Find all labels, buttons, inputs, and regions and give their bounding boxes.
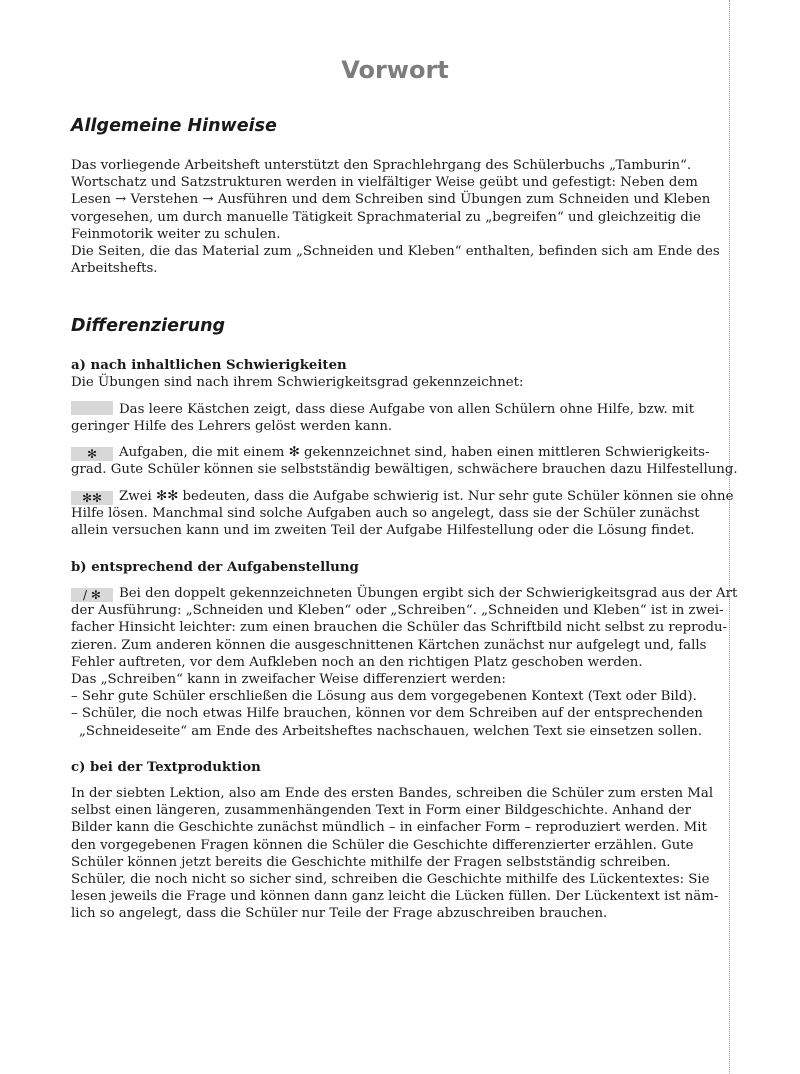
text-line: Arbeitshefts. <box>71 261 158 277</box>
text-line: lich so angelegt, dass die Schüler nur Teile der Frage abzuschreiben brauchen. <box>71 906 608 922</box>
text-line: Zwei ✻✻ bedeuten, dass die Aufgabe schwierig ist. Nur sehr gute Schüler können sie ohne <box>119 489 734 504</box>
text-line: Die Übungen sind nach ihrem Schwierigkeitsgrad gekennzeichnet: <box>71 375 524 391</box>
text-line: Schüler können jetzt bereits die Geschichte mithilfe der Fragen selbstständig schreiben. <box>71 854 671 870</box>
text-line: Hilfe lösen. Manchmal sind solche Aufgaben auch so angelegt, dass sie der Schüler zunächst <box>71 506 700 522</box>
text-line: selbst einen längeren, zusammenhängenden Text in Form einer Bildgeschichte. Anhand der <box>71 803 691 819</box>
text-line: Aufgaben, die mit einem ✻ gekennzeichnet sind, haben einen mittleren Schwierigkeits- <box>119 445 710 460</box>
text-line: – Sehr gute Schüler erschließen die Lösung aus dem vorgegebenen Kontext (Text oder Bild). <box>71 689 697 705</box>
text-line: – Schüler, die noch etwas Hilfe brauchen, können vor dem Schreiben auf der entsprechenden <box>71 706 703 722</box>
text-line: Bei den doppelt gekennzeichneten Übungen ergibt sich der Schwierigkeitsgrad aus der Art <box>119 586 738 601</box>
text-line: „Schneideseite“ am Ende des Arbeitsheftes nachschauen, welchen Text sie einsetzen sollen. <box>79 723 702 739</box>
text-line: der Ausführung: „Schneiden und Kleben“ oder „Schreiben“. „Schneiden und Kleben“ ist in zwei- <box>71 603 724 619</box>
text-line: facher Hinsicht leichter: zum einen brauchen die Schüler das Schriftbild nicht selbst zu reprodu- <box>71 620 728 636</box>
double-star-box-icon: ✻✻ <box>71 491 113 505</box>
text-line: Schüler, die noch nicht so sicher sind, schreiben die Geschichte mithilfe des Lückentextes: Sie <box>71 872 710 888</box>
difficulty-star-paragraph <box>71 444 738 478</box>
heading-differenzierung: Differenzierung <box>71 316 226 336</box>
text-line: allein versuchen kann und im zweiten Teil der Aufgabe Hilfestellung oder die Lösung findet. <box>71 523 695 539</box>
paragraph-c <box>71 785 719 923</box>
text-line: Bilder kann die Geschichte zunächst mündlich – in einfacher Form – reproduziert werden. Mit <box>71 820 707 836</box>
subheading-b: b) entsprechend der Aufgabenstellung <box>71 560 359 575</box>
difficulty-empty-paragraph <box>71 401 719 435</box>
paragraph-allgemeine-hinweise <box>71 157 719 277</box>
text-line: Fehler auftreten, vor dem Aufkleben noch an den richtigen Platz geschoben werden. <box>71 654 643 670</box>
text-line: Wortschatz und Satzstrukturen werden in vielfältiger Weise geübt und gefestigt: Neben dem <box>71 175 698 191</box>
section-b <box>71 559 719 576</box>
page-edge-dotted-line <box>729 0 730 1074</box>
text-line: Das „Schreiben“ kann in zweifacher Weise differenziert werden: <box>71 672 506 688</box>
text-line: grad. Gute Schüler können sie selbstständig bewältigen, schwächere brauchen dazu Hilfestellung. <box>71 462 738 478</box>
difficulty-double-star-paragraph <box>71 488 734 540</box>
subheading-a: a) nach inhaltlichen Schwierigkeiten <box>71 358 347 373</box>
text-line: Das vorliegende Arbeitsheft unterstützt den Sprachlehrgang des Schülerbuchs „Tamburin“. <box>71 158 692 173</box>
text-line: Feinmotorik weiter zu schulen. <box>71 226 281 242</box>
text-line: lesen jeweils die Frage und können dann ganz leicht die Lücken füllen. Der Lückentext ist näm- <box>71 889 719 905</box>
text-line: den vorgegebenen Fragen können die Schüler die Geschichte differenzierter erzählen. Gute <box>71 837 694 853</box>
text-line: zieren. Zum anderen können die ausgeschnittenen Kärtchen zunächst nur aufgelegt und, falls <box>71 637 707 653</box>
subheading-c: c) bei der Textproduktion <box>71 760 261 775</box>
text-line: vorgesehen, um durch manuelle Tätigkeit Sprachmaterial zu „begreifen“ und gleichzeitig die <box>71 209 701 225</box>
text-line: Die Seiten, die das Material zum „Schneiden und Kleben“ enthalten, befinden sich am Ende des <box>71 244 720 260</box>
text-line: In der siebten Lektion, also am Ende des ersten Bandes, schreiben die Schüler zum ersten Mal <box>71 786 714 801</box>
page-title: Vorwort <box>341 56 449 84</box>
section-a <box>71 357 719 391</box>
text-line: Das leere Kästchen zeigt, dass diese Aufgabe von allen Schülern ohne Hilfe, bzw. mit <box>119 402 695 417</box>
text-line: Lesen → Verstehen → Ausführen und dem Schreiben sind Übungen zum Schneiden und Kleben <box>71 192 711 208</box>
empty-box-icon <box>71 401 113 415</box>
text-line: geringer Hilfe des Lehrers gelöst werden kann. <box>71 419 393 435</box>
paragraph-b <box>71 585 738 740</box>
heading-allgemeine-hinweise: Allgemeine Hinweise <box>71 116 277 136</box>
slash-star-box-icon: / ✻ <box>71 588 113 602</box>
star-box-icon: ✻ <box>71 447 113 461</box>
section-c <box>71 759 719 776</box>
